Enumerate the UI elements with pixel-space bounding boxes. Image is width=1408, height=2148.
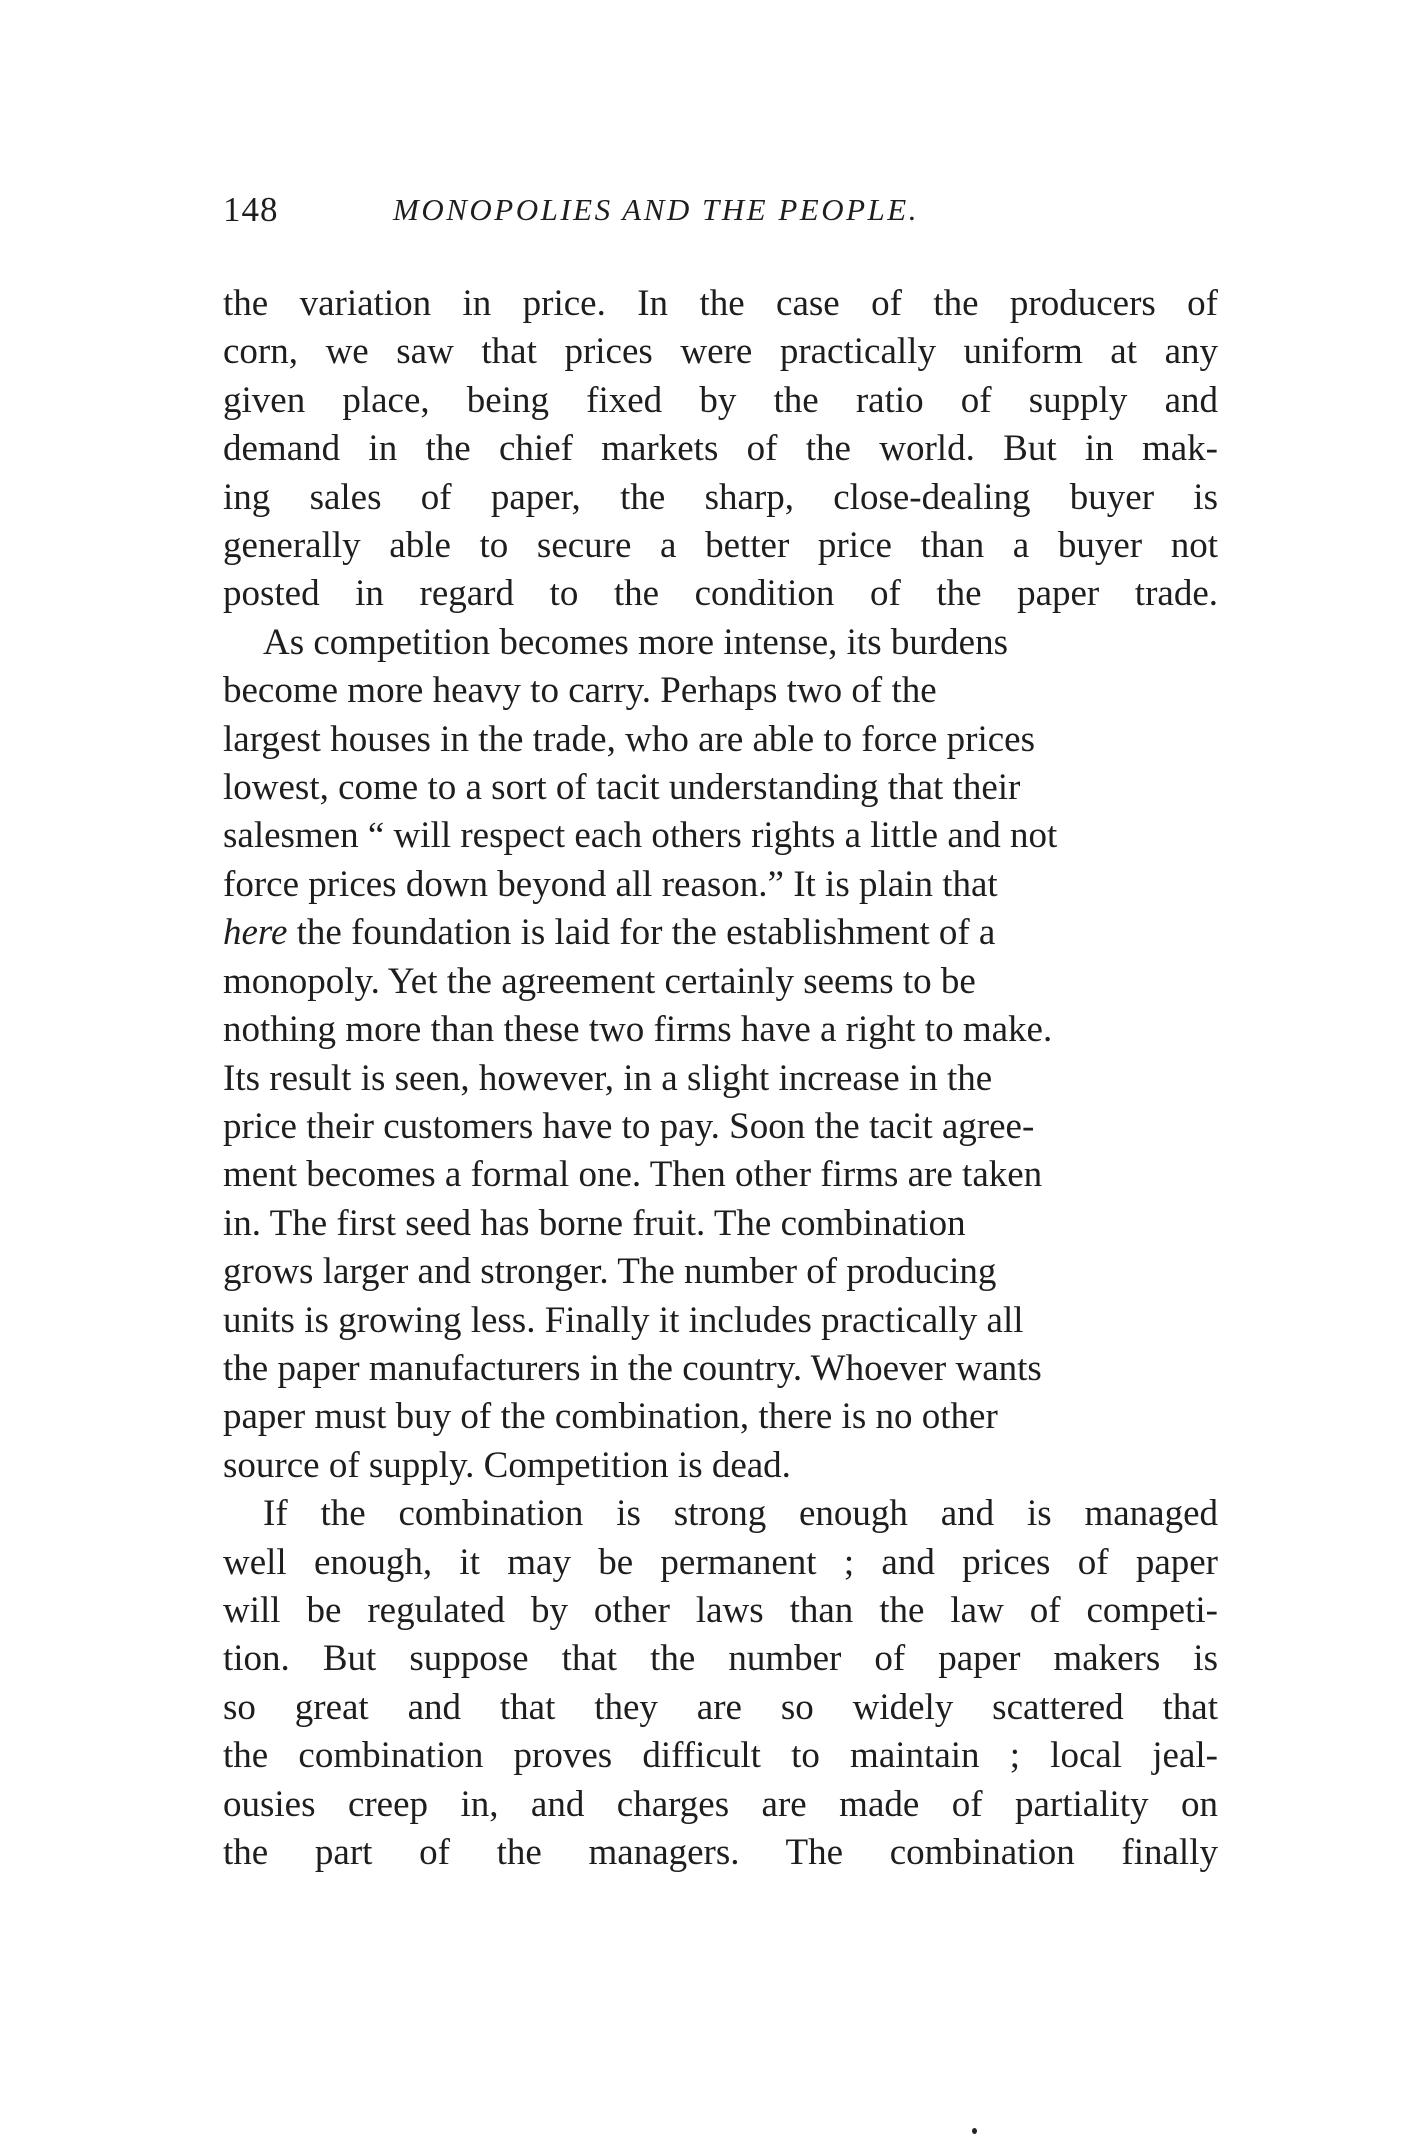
text-line: nothing more than these two firms have a right to make. <box>223 1009 1053 1051</box>
text-line: in. The first seed has borne fruit. The combination <box>223 1202 966 1244</box>
text-line: tion. But suppose that the number of paper makers is <box>223 1638 1218 1680</box>
text-line: generally able to secure a better price than a buyer not <box>223 525 1218 567</box>
text-line: given place, being fixed by the ratio of supply and <box>223 379 1218 421</box>
text-line: paper must buy of the combination, there is no other <box>223 1396 998 1438</box>
text-line: units is growing less. Finally it includes practically all <box>223 1299 1024 1341</box>
text-line: ing sales of paper, the sharp, close-dealing buyer is <box>223 476 1218 518</box>
text-line: salesmen “ will respect each others rights a little and not <box>223 815 1058 857</box>
book-page <box>223 190 1218 1910</box>
text-line: price their customers have to pay. Soon the tacit agree- <box>223 1105 1035 1147</box>
text-line: well enough, it may be permanent ; and prices of paper <box>223 1541 1218 1583</box>
text-line: Its result is seen, however, in a slight increase in the <box>223 1057 993 1099</box>
text-line: source of supply. Competition is dead. <box>223 1444 791 1486</box>
text-line: grows larger and stronger. The number of producing <box>223 1251 997 1293</box>
text-line: the foundation is laid for the establishment of a <box>287 912 996 954</box>
paragraph-2 <box>223 619 1218 1490</box>
text-line: largest houses in the trade, who are able to force prices <box>223 718 1035 760</box>
paragraph-1 <box>223 280 1218 619</box>
ink-speck <box>972 2128 977 2134</box>
text-line: lowest, come to a sort of tacit understanding that their <box>223 767 1021 809</box>
running-title: MONOPOLIES AND THE PEOPLE. <box>393 192 919 227</box>
paragraph-3 <box>223 1490 1218 1877</box>
text-line: the part of the managers. The combination finally <box>223 1832 1218 1873</box>
text-line: monopoly. Yet the agreement certainly seems to be <box>223 960 976 1002</box>
body-text <box>223 280 1218 1877</box>
text-line: become more heavy to carry. Perhaps two of the <box>223 670 937 712</box>
text-line: the variation in price. In the case of the producers of <box>223 283 1218 324</box>
page-number: 148 <box>223 190 279 229</box>
text-line: so great and that they are so widely scattered that <box>223 1686 1218 1728</box>
text-line: corn, we saw that prices were practically uniform at any <box>223 331 1218 373</box>
text-line: posted in regard to the condition of the paper trade. <box>223 573 1218 615</box>
text-line: ousies creep in, and charges are made of partiality on <box>223 1783 1218 1825</box>
text-line: demand in the chief markets of the world. But in mak- <box>223 428 1218 470</box>
running-head <box>223 190 1218 246</box>
text-line: the paper manufacturers in the country. Whoever wants <box>223 1347 1042 1389</box>
text-line: the combination proves difficult to maintain ; local jeal- <box>223 1735 1218 1777</box>
text-line: force prices down beyond all reason.” It is plain that <box>223 863 998 905</box>
emphasized-word: here <box>223 912 288 954</box>
text-line: ment becomes a formal one. Then other firms are taken <box>223 1154 1043 1196</box>
text-line: will be regulated by other laws than the law of competi- <box>223 1589 1218 1631</box>
text-line: As competition becomes more intense, its burdens <box>263 621 1008 663</box>
text-line: If the combination is strong enough and is managed <box>263 1493 1218 1535</box>
